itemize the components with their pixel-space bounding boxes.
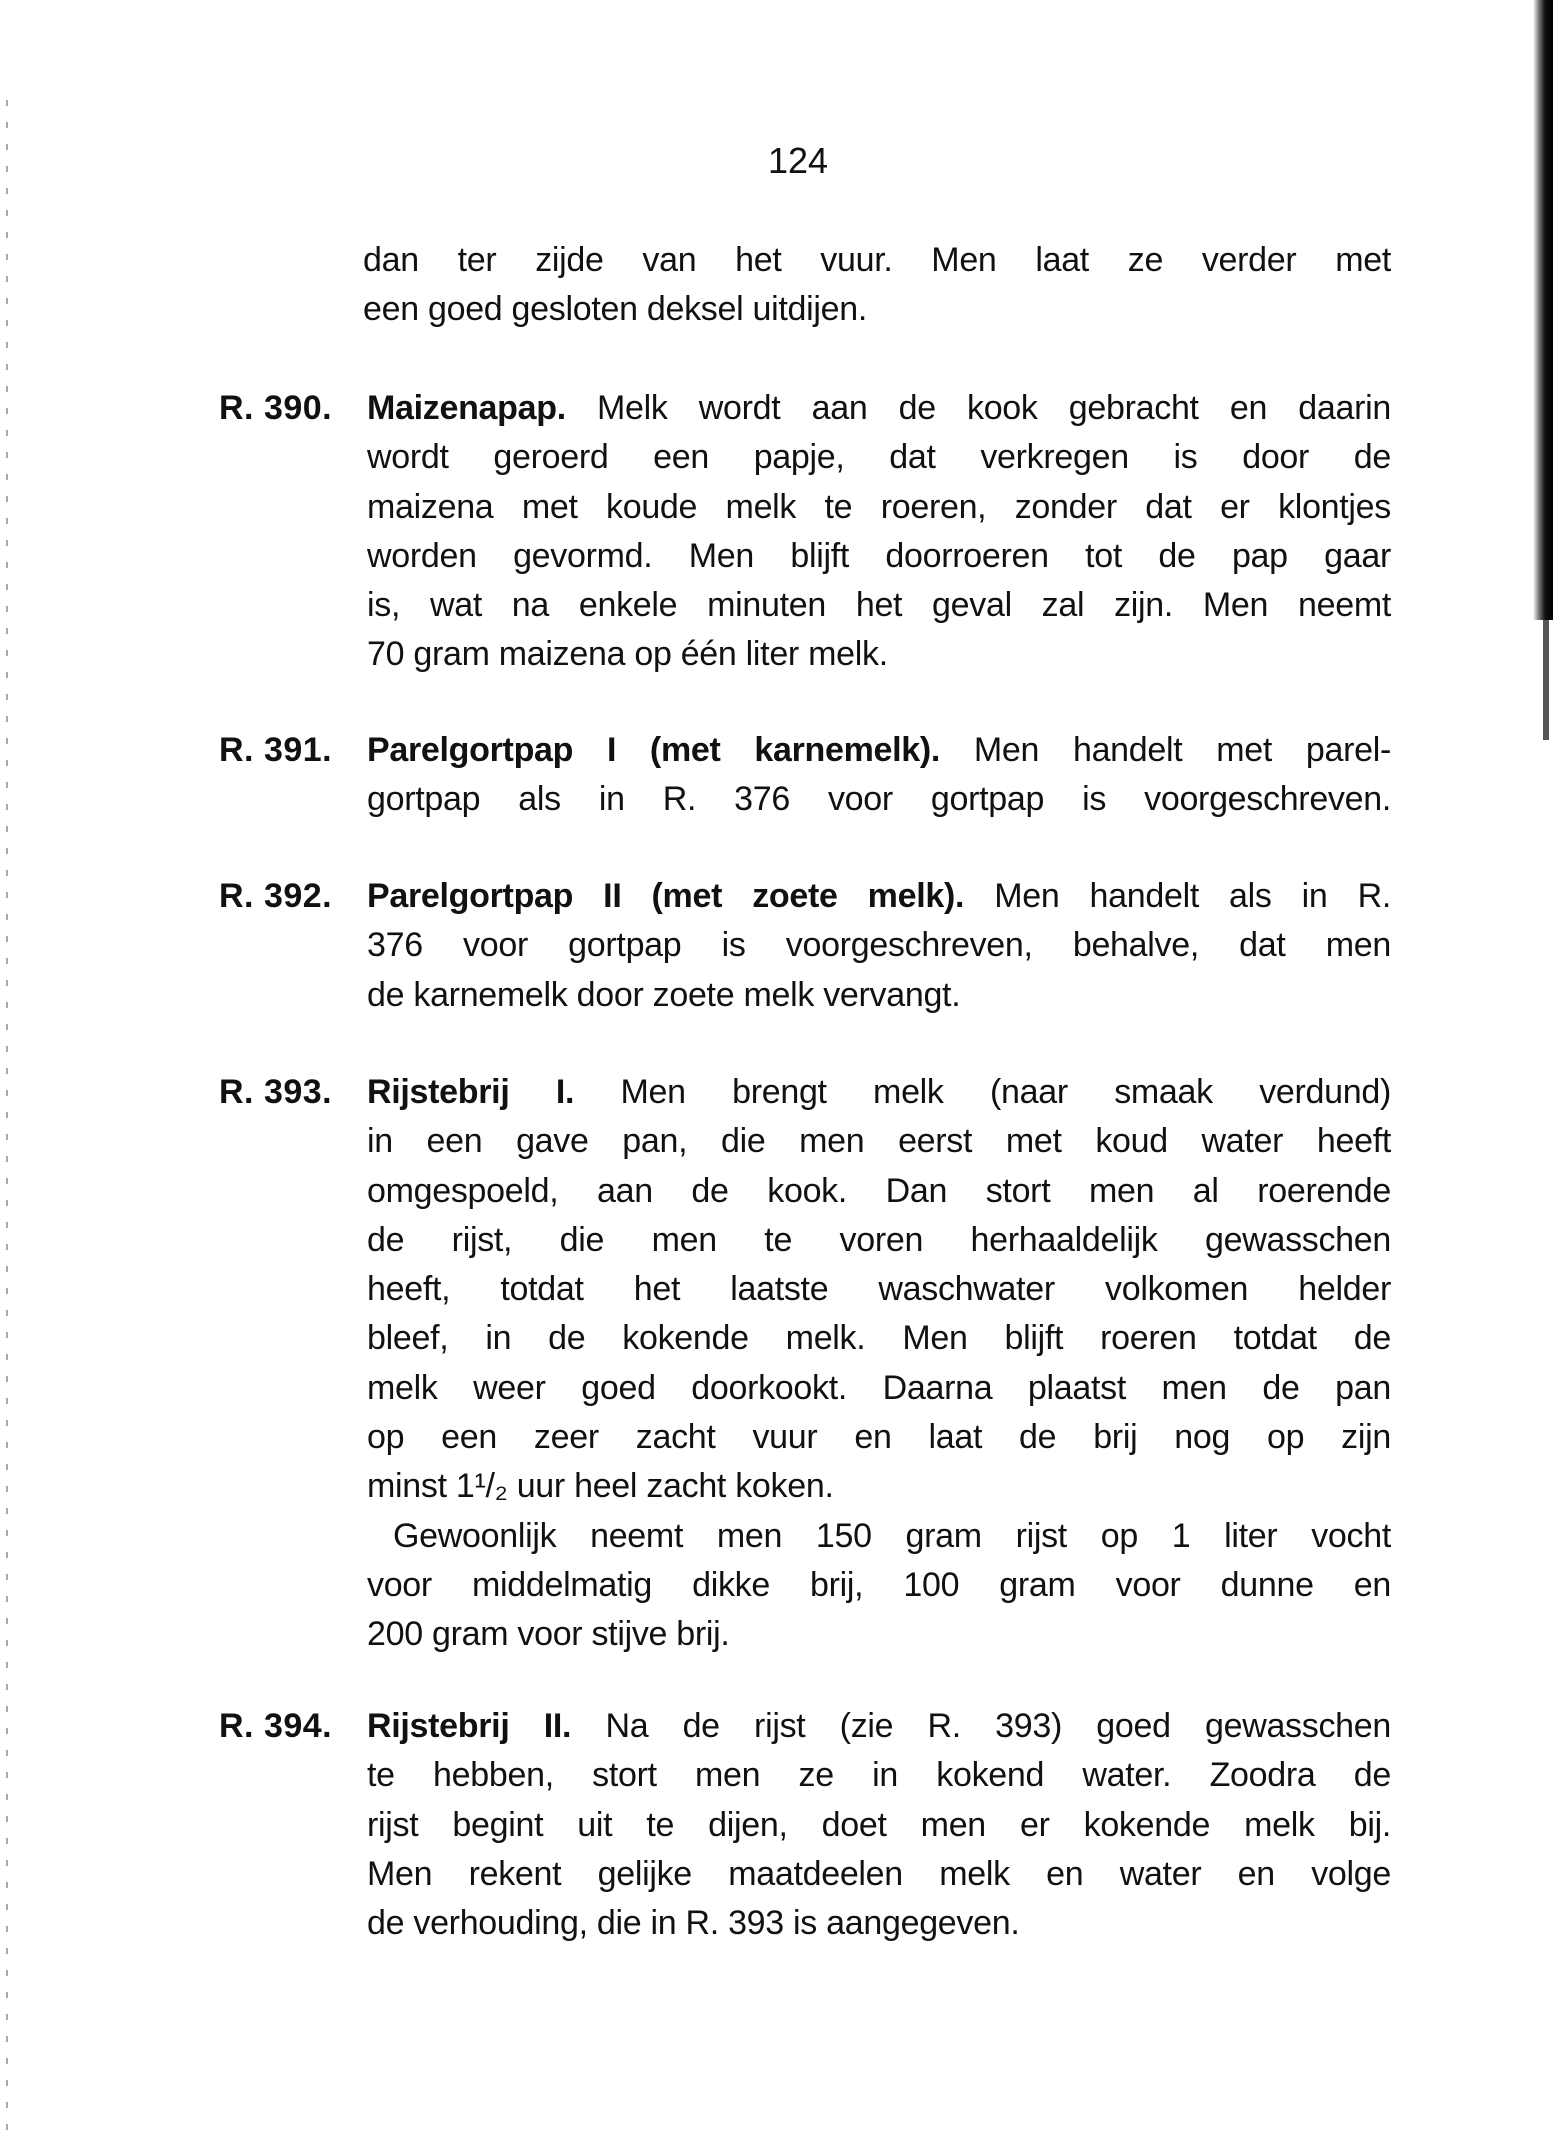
text-line: is, wat na enkele minuten het geval zal zijn. Men neemt <box>367 586 1391 625</box>
text-line: 376 voor gortpap is voorgeschreven, behalve, dat men <box>367 926 1391 965</box>
recipe-number: R. 393. <box>219 1073 333 1111</box>
text-line: Men handelt als in R. <box>964 877 1391 915</box>
text-line: de karnemelk door zoete melk vervangt. <box>367 975 961 1014</box>
scan-edge-left <box>6 100 8 2140</box>
recipe-title: Rijstebrij II. <box>367 1707 572 1745</box>
recipe-title: Parelgortpap I (met karnemelk). <box>367 731 941 769</box>
text-line: heeft, totdat het laatste waschwater volkomen helder <box>367 1270 1391 1309</box>
text-line: worden gevormd. Men blijft doorroeren tot de pap gaar <box>367 536 1391 575</box>
text-line: in een gave pan, die men eerst met koud water heeft <box>367 1122 1391 1161</box>
text-line: de rijst, die men te voren herhaaldelijk gewasschen <box>367 1220 1391 1259</box>
recipe-title: Parelgortpap II (met zoete melk). <box>367 877 965 915</box>
recipe-number: R. 392. <box>219 877 333 915</box>
recipe-number: R. 394. <box>219 1707 333 1745</box>
scan-edge-right-mark <box>1543 620 1549 740</box>
text-line: 200 gram voor stijve brij. <box>367 1615 730 1654</box>
text-line: Men brengt melk (naar smaak verdund) <box>574 1073 1391 1111</box>
text-line: een goed gesloten deksel uitdijen. <box>363 290 867 329</box>
text-line: Men handelt met parel- <box>940 731 1391 769</box>
text-line: dan ter zijde van het vuur. Men laat ze verder met <box>363 241 1391 279</box>
text-line: Melk wordt aan de kook gebracht en daarin <box>565 389 1391 427</box>
text-line: wordt geroerd een papje, dat verkregen is door de <box>367 438 1391 477</box>
text-line: gortpap als in R. 376 voor gortpap is voorgeschreven. <box>367 780 1391 819</box>
text-line: melk weer goed doorkookt. Daarna plaatst men de pan <box>367 1368 1391 1407</box>
text-line: te hebben, stort men ze in kokend water. Zoodra de <box>367 1756 1391 1795</box>
text-line: voor middelmatig dikke brij, 100 gram voor dunne en <box>367 1565 1391 1604</box>
scan-edge-right <box>1533 0 1553 620</box>
text-line: Gewoonlijk neemt men 150 gram rijst op 1 liter vocht <box>393 1516 1391 1555</box>
text-line: rijst begint uit te dijen, doet men er kokende melk bij. <box>367 1805 1391 1844</box>
text-line: Na de rijst (zie R. 393) goed gewasschen <box>571 1707 1391 1745</box>
text-line: bleef, in de kokende melk. Men blijft roeren totdat de <box>367 1319 1391 1358</box>
text-line: op een zeer zacht vuur en laat de brij nog op zijn <box>367 1418 1391 1457</box>
text-line: Men rekent gelijke maatdeelen melk en water en volge <box>367 1854 1391 1893</box>
recipe-title: Maizenapap. <box>367 389 566 427</box>
recipe-title: Rijstebrij I. <box>367 1073 575 1111</box>
text-line: 70 gram maizena op één liter melk. <box>367 635 888 674</box>
text-line: omgespoeld, aan de kook. Dan stort men al roerende <box>367 1171 1391 1210</box>
text-line: de verhouding, die in R. 393 is aangegeven. <box>367 1904 1020 1943</box>
text-line: minst 1¹/₂ uur heel zacht koken. <box>367 1467 834 1506</box>
recipe-number: R. 391. <box>219 731 333 769</box>
page-number: 124 <box>767 140 829 181</box>
text-line: maizena met koude melk te roeren, zonder dat er klontjes <box>367 487 1391 526</box>
recipe-number: R. 390. <box>219 389 333 427</box>
